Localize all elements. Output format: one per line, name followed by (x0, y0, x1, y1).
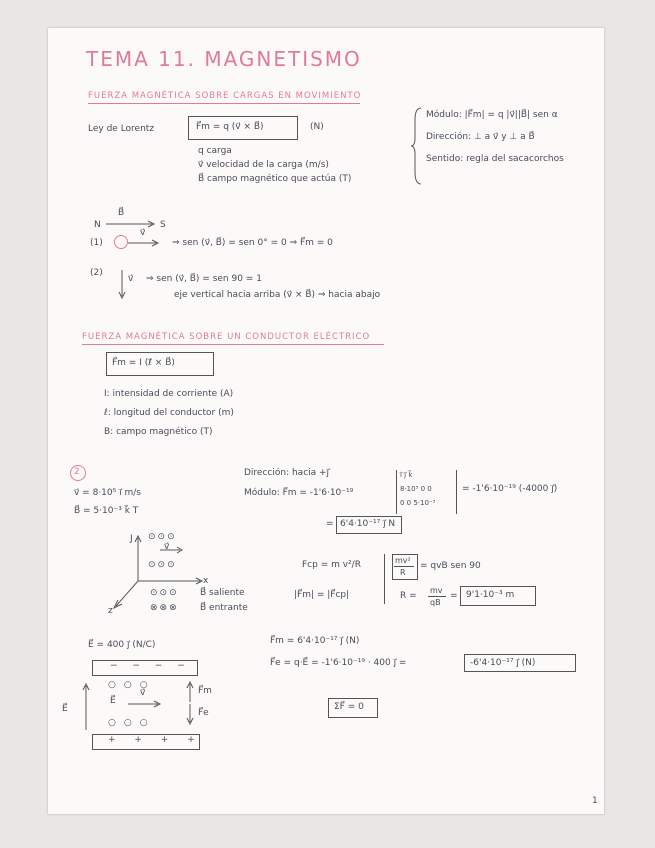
divider-bar (384, 554, 385, 604)
frac2-num: mv (430, 586, 443, 595)
legend-cross: ⊗⊗⊗ (150, 603, 179, 613)
charge-icon (114, 235, 128, 249)
frac1-den: R (400, 568, 406, 577)
ex2-v-label: v⃗ (128, 274, 134, 284)
problem-number: 2 (74, 467, 80, 477)
ex1-b-label: B⃗ (118, 208, 125, 218)
def-i: I: intensidad de corriente (A) (104, 389, 234, 399)
fm-fcp-eq: |F⃗m| = |F⃗cp| (294, 590, 350, 600)
section2-heading: FUERZA MAGNÉTICA SOBRE UN CONDUCTOR ELÉCTRICO (82, 332, 371, 342)
e-field-value: E⃗ = 400 j⃗ (N/C) (88, 640, 156, 650)
result-eq: = (326, 519, 334, 529)
lorentz-formula: F⃗m = q (v⃗ × B⃗) (196, 122, 264, 132)
section2-underline (82, 344, 384, 345)
fe-result: -6'4·10⁻¹⁷ j⃗ (N) (470, 658, 536, 668)
sum-forces: ΣF⃗ = 0 (334, 702, 364, 712)
det-bar-left (396, 470, 397, 514)
page-number: 1 (592, 796, 598, 806)
conductor-formula: F⃗m = I (ℓ⃗ × B⃗) (112, 358, 175, 368)
direccion-line: Dirección: hacia +j⃗ (244, 468, 330, 478)
ex1-v-label: v⃗ (140, 228, 146, 238)
given-b: B⃗ = 5·10⁻³ k⃗ T (74, 506, 139, 516)
r-result: 9'1·10⁻³ m (466, 590, 515, 600)
brace-icon (411, 106, 423, 186)
axis-x: x (203, 576, 209, 586)
ex2-label: (2) (90, 268, 103, 278)
fm-value: F⃗m = 6'4·10⁻¹⁷ j⃗ (N) (270, 636, 360, 646)
lorentz-label: Ley de Lorentz (88, 124, 155, 134)
pole-s: S (160, 220, 166, 230)
fe-value: F⃗e = q·E⃗ = -1'6·10⁻¹⁹ · 400 j⃗ = (270, 658, 407, 668)
notebook-page (48, 28, 604, 814)
prop-modulo: Módulo: |F⃗m| = q |v⃗||B⃗| sen α (426, 110, 558, 120)
fm-up-arrow-icon (186, 682, 194, 702)
plate-bottom-signs: + + + + (108, 735, 203, 745)
frac2-den: qB (430, 598, 441, 607)
lorentz-unit: (N) (310, 122, 324, 132)
r-label: R = (400, 591, 417, 601)
fe-down-arrow-icon (186, 704, 194, 724)
cap-fe-label: F⃗e (198, 708, 209, 718)
legend-dots: ⊙⊙⊙ (150, 588, 179, 598)
ex2-text: ⇒ sen (v⃗, B⃗) = sen 90 = 1 (146, 274, 262, 284)
def-q: q carga (198, 146, 232, 156)
ex1-text: ⇒ sen (v⃗, B⃗) = sen 0° = 0 ⇒ F⃗m = 0 (172, 238, 333, 248)
axis-j: J (130, 534, 133, 544)
cap-dots-1: ○○○ (108, 680, 156, 690)
ex1-label: (1) (90, 238, 103, 248)
prop-direccion: Dirección: ⊥ a v⃗ y ⊥ a B⃗ (426, 132, 535, 142)
cap-e-label: E⃗ (110, 696, 116, 706)
b-entrante: B⃗ entrante (200, 603, 248, 613)
b-arrow-icon (106, 220, 156, 228)
det-row2: 8·10⁵ 0 0 (400, 485, 432, 493)
cap-dots-2: ○○○ (108, 718, 156, 728)
det-row1: i⃗ j⃗ k⃗ (400, 471, 413, 479)
frac1-num: mv² (395, 556, 411, 565)
section1-underline (88, 103, 360, 104)
b-dots-mid: ⊙⊙⊙ (148, 560, 177, 570)
page-title: TEMA 11. MAGNETISMO (86, 47, 362, 71)
axes-v-label: v⃗ (164, 542, 170, 552)
cap-v-arrow-icon (128, 700, 162, 708)
given-v: v⃗ = 8·10⁵ i⃗ m/s (74, 488, 141, 498)
result-value: 6'4·10⁻¹⁷ j⃗ N (340, 519, 396, 529)
b-saliente: B⃗ saliente (200, 588, 245, 598)
axis-z: z (108, 606, 113, 616)
modulo-line: Módulo: F⃗m = -1'6·10⁻¹⁹ (244, 488, 354, 498)
prop-sentido: Sentido: regla del sacacorchos (426, 154, 564, 164)
e-side-label: E⃗ (62, 704, 68, 714)
b-dots-top: ⊙⊙⊙ (148, 532, 177, 542)
modulo-result: = -1'6·10⁻¹⁹ (-4000 j⃗) (462, 484, 558, 494)
def-v: v⃗ velocidad de la carga (m/s) (198, 160, 329, 170)
def-b: B⃗ campo magnético que actúa (T) (198, 174, 352, 184)
cap-v-label: v⃗ (140, 688, 146, 698)
r-eq: = (450, 591, 458, 601)
fcp-eq: Fcp = m v²/R (302, 560, 361, 570)
def-l: ℓ: longitud del conductor (m) (104, 408, 234, 418)
v-down-arrow-icon (118, 270, 126, 300)
section1-heading: FUERZA MAGNÉTICA SOBRE CARGAS EN MOVIMIENTO (88, 91, 362, 101)
frac1-rest: = qvB sen 90 (420, 561, 481, 571)
v-arrow-icon (128, 239, 160, 247)
pole-n: N (94, 220, 101, 230)
plate-top-signs: − − − − (110, 661, 191, 671)
det-bar-right (456, 470, 457, 514)
e-up-arrow-icon (82, 684, 90, 730)
cap-fm-label: F⃗m (198, 686, 212, 696)
ex2-text2: eje vertical hacia arriba (v⃗ × B⃗) ⇒ hacia abajo (174, 290, 381, 300)
det-row3: 0 0 5·10⁻³ (400, 499, 436, 507)
def-b2: B: campo magnético (T) (104, 427, 213, 437)
